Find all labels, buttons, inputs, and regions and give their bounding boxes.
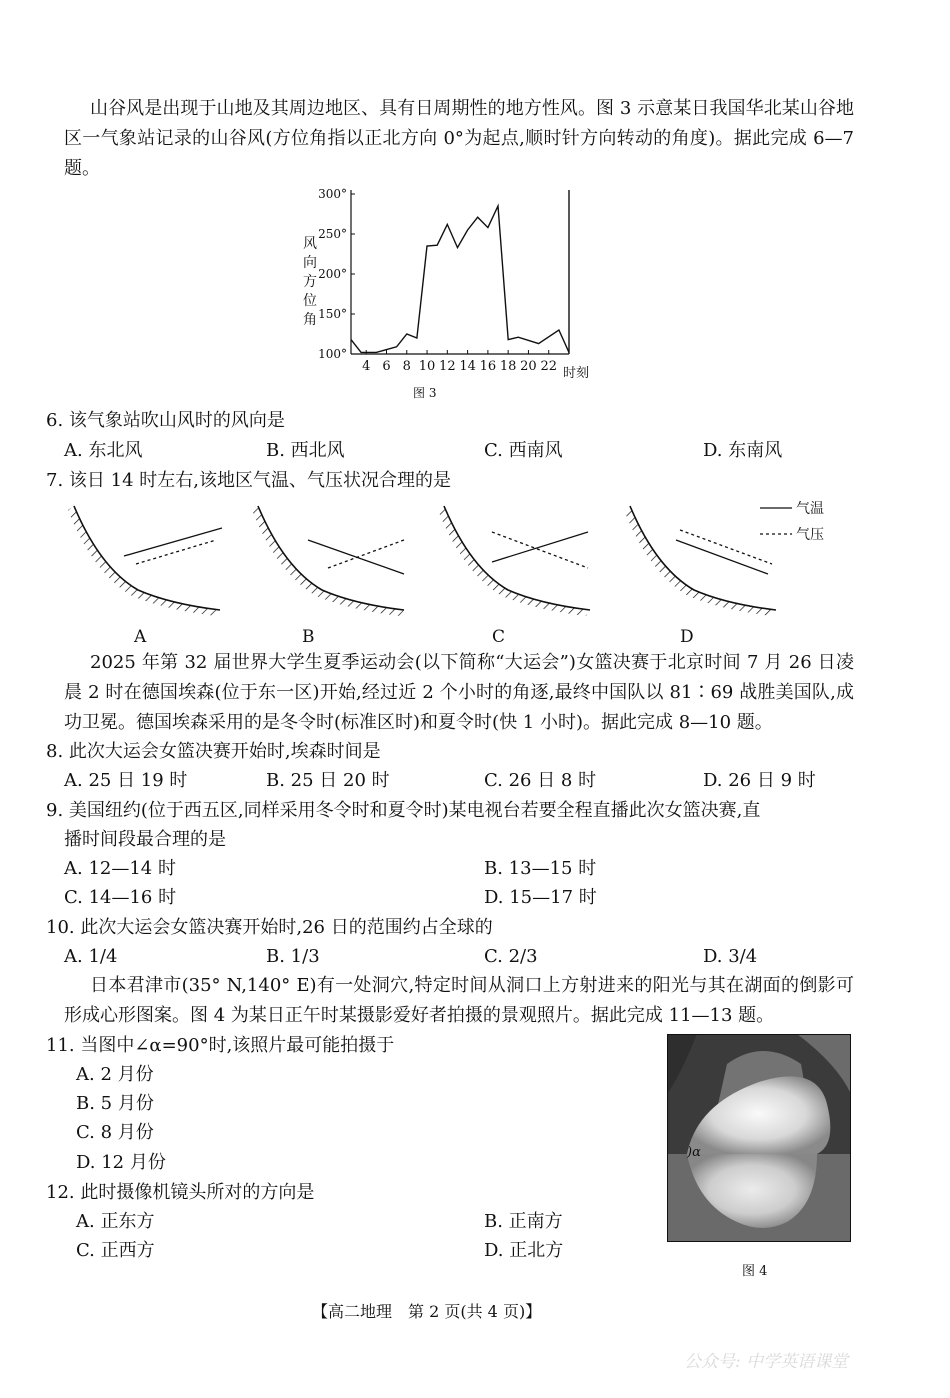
- question-10-option-c[interactable]: C. 2/3: [484, 946, 538, 967]
- intro-paragraph-1: 山谷风是出现于山地及其周边地区、具有日周期性的地方性风。图 3 示意某日我国华北某山谷地区一气象站记录的山谷风(方位角指以正北方向 0°为起点,顺时针方向转动的角度)。据此完成 6—7 题。: [64, 98, 854, 179]
- intro-paragraph-2: 2025 年第 32 届世界大学生夏季运动会(以下简称“大运会”)女篮决赛于北京时间 7 月 26 日凌晨 2 时在德国埃森(位于东一区)开始,经过近 2 个小时的角逐,最终中国队以 81∶69 战胜美国队,成功卫冕。德国埃森采用的是冬令时(标准区时)和夏令时(快 1 小时)。据此完成 8—10 题。: [64, 652, 854, 733]
- y-label-char: 向: [303, 255, 317, 271]
- watermark: 公众号: 中学英语课堂: [684, 1352, 849, 1372]
- y-tick-label: 100°: [318, 347, 347, 361]
- pressure-line: [136, 540, 216, 564]
- question-6-option-a[interactable]: A. 东北风: [64, 440, 143, 461]
- question-11-option-c[interactable]: C. 8 月份: [76, 1122, 154, 1143]
- legend-pressure-label: 气压: [796, 527, 824, 543]
- pressure-line: [492, 532, 588, 568]
- figure-4-photo: [667, 1034, 851, 1242]
- x-tick-label: 12: [439, 359, 456, 374]
- x-tick-label: 22: [540, 359, 557, 374]
- y-label-char: 角: [303, 312, 317, 328]
- question-9-stem-line-1: 9. 美国纽约(位于西五区,同样采用冬令时和夏令时)某电视台若要全程直播此次女篮决赛,直: [46, 800, 761, 821]
- x-tick-label: 20: [520, 359, 537, 374]
- chart-x-label: 时刻: [563, 366, 590, 381]
- question-11-option-d[interactable]: D. 12 月份: [76, 1152, 166, 1173]
- x-tick-label: 8: [402, 359, 411, 374]
- y-tick-label: 300°: [318, 187, 347, 201]
- chart-y-ticks: [318, 187, 355, 361]
- question-9-stem-line-2: 播时间段最合理的是: [64, 829, 226, 850]
- chart-series-line: [351, 206, 569, 352]
- question-8-option-a[interactable]: A. 25 日 19 时: [64, 770, 188, 791]
- diagram-b-label: B: [302, 627, 315, 647]
- y-tick-label: 150°: [318, 307, 347, 321]
- question-12-option-a[interactable]: A. 正东方: [76, 1211, 155, 1232]
- diagram-a: [68, 506, 222, 616]
- temperature-line: [492, 532, 588, 562]
- question-8-option-b[interactable]: B. 25 日 20 时: [266, 770, 390, 791]
- question-12-option-c[interactable]: C. 正西方: [76, 1240, 155, 1261]
- question-7-stem: 7. 该日 14 时左右,该地区气温、气压状况合理的是: [46, 470, 451, 491]
- x-tick-label: 6: [382, 359, 391, 374]
- legend-temperature-label: 气温: [796, 501, 824, 517]
- pressure-line: [328, 540, 404, 568]
- question-10-stem: 10. 此次大运会女篮决赛开始时,26 日的范围约占全球的: [46, 917, 493, 938]
- chart-y-label: [303, 236, 317, 328]
- x-tick-label: 14: [459, 359, 476, 374]
- question-11-option-b[interactable]: B. 5 月份: [76, 1093, 154, 1114]
- question-6-stem: 6. 该气象站吹山风时的风向是: [46, 410, 285, 431]
- question-10-option-d[interactable]: D. 3/4: [703, 946, 758, 967]
- y-label-char: 方: [303, 274, 317, 290]
- figure-4-caption: 图 4: [742, 1264, 768, 1279]
- y-label-char: 位: [303, 293, 317, 309]
- question-6-option-b[interactable]: B. 西北风: [266, 440, 345, 461]
- question-8-option-d[interactable]: D. 26 日 9 时: [703, 770, 816, 791]
- question-11-stem: 11. 当图中∠α=90°时,该照片最可能拍摄于: [46, 1035, 395, 1056]
- diagram-b: [252, 506, 404, 616]
- question-6-option-d[interactable]: D. 东南风: [703, 440, 783, 461]
- x-tick-label: 18: [499, 359, 517, 374]
- question-9-option-d[interactable]: D. 15—17 时: [484, 887, 597, 908]
- question-10-option-a[interactable]: A. 1/4: [64, 946, 118, 967]
- page-footer: 【高二地理 第 2 页(共 4 页)】: [312, 1302, 542, 1321]
- diagram-d: [624, 506, 776, 616]
- question-11-option-a[interactable]: A. 2 月份: [76, 1064, 154, 1085]
- diagram-a-label: A: [134, 627, 147, 647]
- question-8-stem: 8. 此次大运会女篮决赛开始时,埃森时间是: [46, 741, 381, 762]
- question-6-option-c[interactable]: C. 西南风: [484, 440, 563, 461]
- x-tick-label: 10: [418, 359, 436, 374]
- figure-3-chart: [295, 182, 615, 402]
- x-tick-label: 4: [362, 359, 371, 374]
- question-12-option-b[interactable]: B. 正南方: [484, 1211, 563, 1232]
- intro-paragraph-3: 日本君津市(35° N,140° E)有一处洞穴,特定时间从洞口上方射进来的阳光与其在湖面的倒影可形成心形图案。图 4 为某日正午时某摄影爱好者拍摄的景观照片。据此完成 11—13 题。: [64, 975, 854, 1026]
- diagram-c: [438, 506, 590, 616]
- y-tick-label: 200°: [318, 267, 347, 281]
- diagram-d-label: D: [680, 627, 694, 647]
- x-tick-label: 16: [479, 359, 497, 374]
- chart-caption: 图 3: [413, 386, 437, 400]
- diagram-c-label: C: [492, 627, 506, 647]
- chart-axes: [351, 190, 569, 354]
- y-label-char: 风: [303, 236, 317, 252]
- question-9-option-b[interactable]: B. 13—15 时: [484, 858, 597, 879]
- question-12-stem: 12. 此时摄像机镜头所对的方向是: [46, 1182, 315, 1203]
- question-12-option-d[interactable]: D. 正北方: [484, 1240, 564, 1261]
- question-7-diagrams: [60, 498, 850, 650]
- alpha-label: )α: [687, 1145, 701, 1160]
- question-10-option-b[interactable]: B. 1/3: [266, 946, 320, 967]
- y-tick-label: 250°: [318, 227, 347, 241]
- question-8-option-c[interactable]: C. 26 日 8 时: [484, 770, 597, 791]
- question-9-option-c[interactable]: C. 14—16 时: [64, 887, 177, 908]
- question-9-option-a[interactable]: A. 12—14 时: [64, 858, 176, 879]
